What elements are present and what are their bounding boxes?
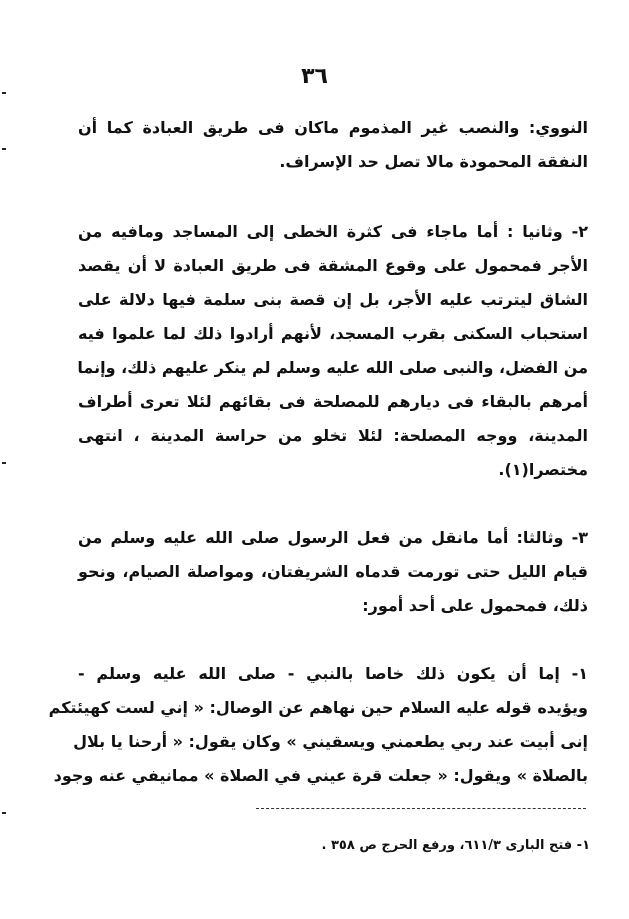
footnote-separator [256,808,586,809]
text-line: قيام الليل حتى تورمت قدماه الشريفتان، ومواصلة الصيام، ونحو [78,562,588,581]
paragraph-second-point [78,215,588,487]
text-line: بالصلاة » ويقول: « جعلت قرة عيني في الصلاة » ممانيفي عنه وجود [53,766,588,785]
text-line: إنى أبيت عند ربي يطعمني ويسقيني » وكان يقول: « أرحنا يا بلال [73,732,588,751]
text-line: الأجر فمحمول على وقوع المشقة فى طريق العبادة لا أن يقصد [78,256,588,275]
text-line: من الفضل، والنبى صلى الله عليه وسلم لم ينكر عليهم ذلك، وإنما [77,358,588,377]
page-number: ٣٦ [301,64,328,89]
scan-edge-mark [2,462,6,464]
paragraph-first-matter [48,657,588,793]
text-line: المدينة، ووجه المصلحة: لئلا تخلو من حراسة المدينة ، انتهى [78,426,588,445]
scan-edge-mark [2,148,6,150]
scan-edge-mark [2,812,6,814]
text-line: الشاق ليترتب عليه الأجر، بل إن قصة بنى سلمة فيها دلالة على [78,290,588,309]
paragraph-third-point [78,521,588,623]
text-line: النووي: والنصب غير المذموم ماكان فى طريق العبادة كما أن [78,118,588,137]
text-line: مختصرا(١). [498,460,588,479]
text-line: استحباب السكنى بقرب المسجد، لأنهم أرادوا ذلك لما علموا فيه [78,324,588,343]
paragraph-intro [78,111,588,179]
scan-edge-mark [2,92,6,94]
text-line: ٣- وثالثا: أما مانقل من فعل الرسول صلى الله عليه وسلم من [78,528,588,547]
text-line: ١- إما أن يكون ذلك خاصا بالنبي - صلى الله عليه وسلم - [78,664,588,683]
text-line: أمرهم بالبقاء فى ديارهم للمصلحة فى بقائهم لئلا تعرى أطراف [78,392,588,411]
footnote: ١- فتح البارى ٦١١/٣، ورفع الحرج ص ٣٥٨ . [321,838,590,853]
text-line: ذلك، فمحمول على أحد أمور: [362,596,588,615]
text-line: ٢- وثانيا : أما ماجاء فى كثرة الخطى إلى المساجد ومافيه من [78,222,588,241]
text-line: النفقة المحمودة مالا تصل حد الإسراف. [279,152,588,171]
text-line: ويؤيده قوله عليه السلام حين نهاهم عن الوصال: « إني لست كهيئتكم [48,698,588,717]
